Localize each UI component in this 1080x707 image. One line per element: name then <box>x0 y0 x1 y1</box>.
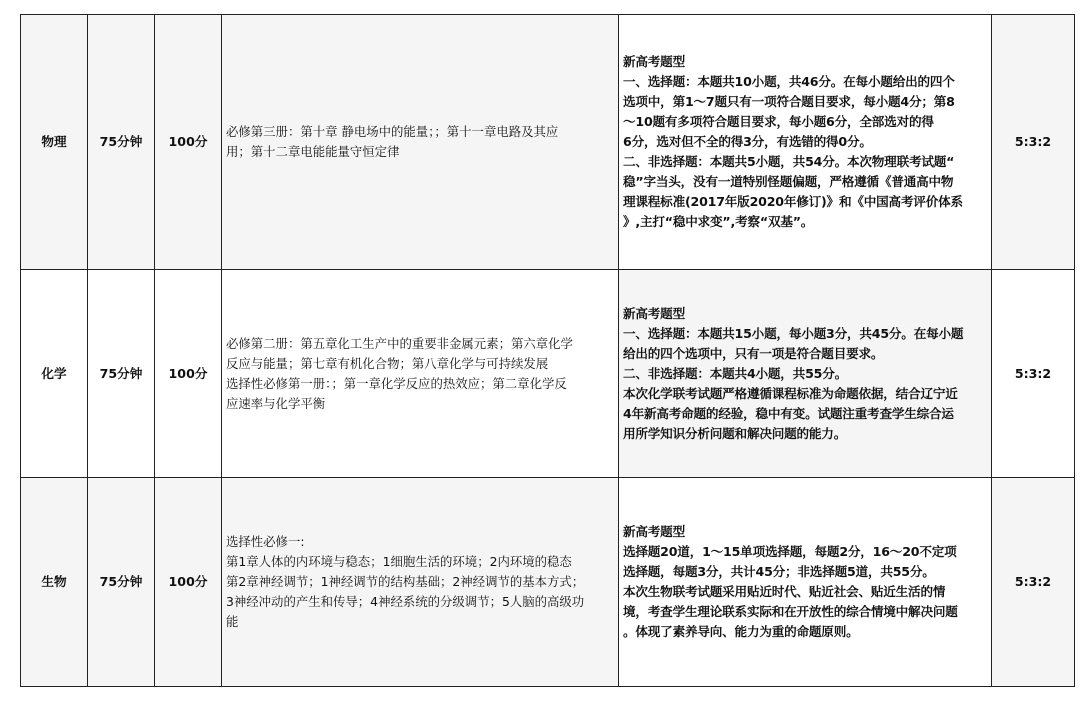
ratio-cell: 5:3:2 <box>992 270 1075 478</box>
subject-cell: 化学 <box>21 270 88 478</box>
scope-cell <box>222 478 619 687</box>
scope-line: 选择性必修第一册：；第一章化学反应的热效应；第二章化学反 <box>226 375 567 391</box>
type-line: 理课程标准(2017年版2020年修订)》和《中国高考评价体系 <box>623 194 963 209</box>
scope-line: 必修第三册：第十章 静电场中的能量；；第十一章电路及其应 <box>226 124 559 139</box>
scope-cell <box>222 15 619 270</box>
table-row-physics <box>21 15 1075 270</box>
scope-line: 必修第二册：第五章化工生产中的重要非金属元素；第六章化学 <box>226 335 573 351</box>
type-line: 6分，选对但不全的得3分，有选错的得0分。 <box>623 134 872 149</box>
score-cell: 100分 <box>155 270 222 478</box>
scope-line: 选择性必修一: <box>226 534 305 549</box>
scope-line: 反应与能量；第七章有机化合物；第八章化学与可持续发展 <box>226 355 549 371</box>
type-line: 给出的四个选项中，只有一项是符合题目要求。 <box>623 345 884 361</box>
type-line: 选择题20道，1～15单项选择题，每题2分，16～20不定项 <box>623 544 957 559</box>
type-line: 》,主打“稳中求变”,考察“双基”。 <box>623 214 814 229</box>
scope-line: 3神经冲动的产生和传导；4神经系统的分级调节；5人脑的高级功 <box>226 594 585 609</box>
time-cell: 75分钟 <box>88 478 155 687</box>
score-cell: 100分 <box>155 478 222 687</box>
type-line: 一、选择题：本题共15小题，每小题3分，共45分。在每小题 <box>623 325 964 341</box>
table-row-chemistry <box>21 270 1075 478</box>
table-row-biology <box>21 478 1075 687</box>
type-line: 二、非选择题：本题共4小题，共55分。 <box>623 365 847 381</box>
type-line: 本次生物联考试题采用贴近时代、贴近社会、贴近生活的情 <box>623 584 946 599</box>
type-line: 选择题，每题3分，共计45分；非选择题5道，共55分。 <box>623 564 935 579</box>
subject-cell: 物理 <box>21 15 88 270</box>
ratio-cell: 5:3:2 <box>992 15 1075 270</box>
type-line: 稳”字当头，没有一道特别怪题偏题，严格遵循《普通高中物 <box>623 174 954 189</box>
type-line: ～10题有多项符合题目要求，每小题6分，全部选对的得 <box>623 114 934 129</box>
type-line: 。体现了素养导向、能力为重的命题原则。 <box>623 624 859 639</box>
scope-line: 第1章人体的内环境与稳态；1细胞生活的环境；2内环境的稳态 <box>226 554 572 569</box>
ratio-cell: 5:3:2 <box>992 478 1075 687</box>
type-line: 选项中，第1～7题只有一项符合题目要求，每小题4分；第8 <box>623 94 955 109</box>
type-line: 新高考题型 <box>623 524 685 539</box>
subject-cell: 生物 <box>21 478 88 687</box>
type-line: 用所学知识分析问题和解决问题的能力。 <box>623 425 847 441</box>
type-line: 二、非选择题：本题共5小题，共54分。本次物理联考试题“ <box>623 154 955 169</box>
question-type-cell <box>619 478 992 687</box>
exam-info-table <box>20 14 1075 687</box>
time-cell: 75分钟 <box>88 15 155 270</box>
score-cell: 100分 <box>155 15 222 270</box>
scope-line: 第2章神经调节；1神经调节的结构基础；2神经调节的基本方式； <box>226 574 585 589</box>
type-line: 一、选择题：本题共10小题，共46分。在每小题给出的四个 <box>623 74 955 89</box>
scope-line: 能 <box>226 614 239 629</box>
question-type-cell <box>619 15 992 270</box>
scope-line: 用；第十二章电能能量守恒定律 <box>226 144 400 159</box>
type-line: 本次化学联考试题严格遵循课程标准为命题依据，结合辽宁近 <box>623 385 958 401</box>
scope-cell <box>222 270 619 478</box>
question-type-cell <box>619 270 992 478</box>
time-cell: 75分钟 <box>88 270 155 478</box>
type-line: 境，考查学生理论联系实际和在开放性的综合情境中解决问题 <box>623 604 958 619</box>
scope-line: 应速率与化学平衡 <box>226 395 326 411</box>
type-line: 4年新高考命题的经验，稳中有变。试题注重考查学生综合运 <box>623 405 954 421</box>
type-line: 新高考题型 <box>623 54 685 69</box>
type-line: 新高考题型 <box>623 305 685 321</box>
